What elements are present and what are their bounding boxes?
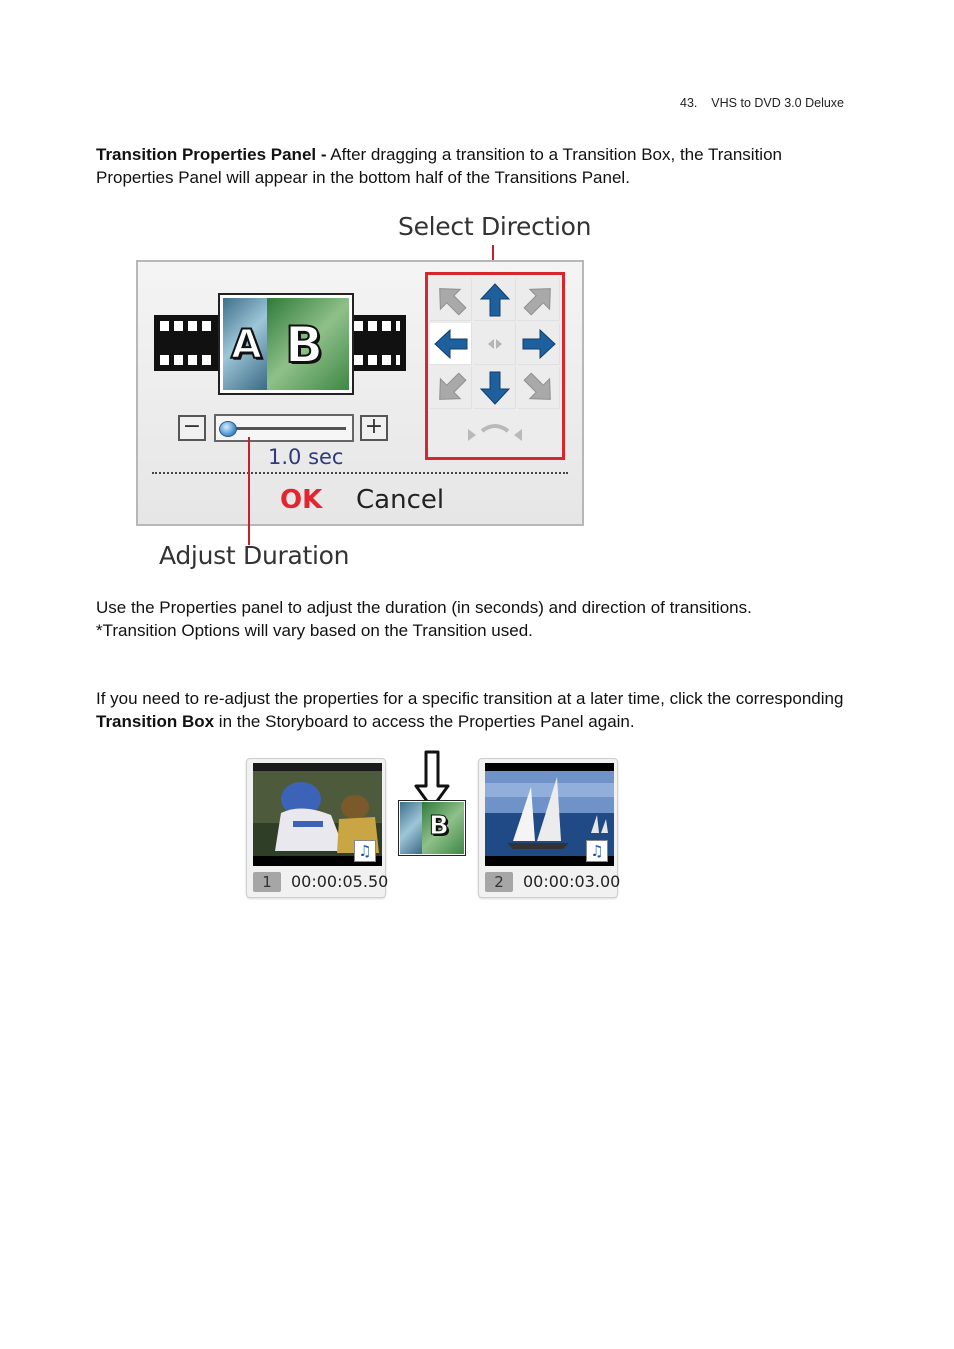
rotate-icon [464,415,526,451]
clip-2-thumbnail [485,763,614,866]
arrow-down-right-icon[interactable] [518,367,560,409]
decrease-duration-button[interactable]: − [178,415,206,441]
arrow-up-icon[interactable] [474,279,516,321]
properties-line-2: *Transition Options will vary based on the Transition used. [96,621,533,640]
transition-properties-figure [136,205,606,585]
intro-paragraph [96,143,856,189]
ok-button[interactable]: OK [280,485,323,515]
music-note-icon: ♫ [586,840,608,862]
storyboard-clip-2[interactable] [478,758,621,898]
document-title: VHS to DVD 3.0 Deluxe [711,96,844,110]
select-direction-callout: Select Direction [398,212,592,241]
arrow-right-icon[interactable] [518,323,560,365]
clip-1-duration: 00:00:05.50 [291,872,389,891]
transition-side-b [267,298,349,390]
intro-text: After dragging a transition to a Transition Box, the Transition Properties Panel will appear in the bottom half of the Transitions Panel. [96,145,782,187]
increase-duration-button[interactable]: + [360,415,388,441]
transition-side-a [223,298,267,390]
arrow-up-left-icon[interactable] [430,279,472,321]
adjust-duration-callout: Adjust Duration [159,541,350,570]
cancel-button[interactable]: Cancel [356,485,445,515]
arrow-down-left-icon[interactable] [430,367,472,409]
clip-2-number: 2 [485,872,513,892]
transition-letter-a: A [231,322,262,368]
film-strip-left [154,315,220,371]
clip-2-duration: 00:00:03.00 [523,872,621,891]
storyboard-transition-letter: B [429,811,449,841]
clip-1-number: 1 [253,872,281,892]
divider [152,472,568,474]
duration-leader-line [248,437,250,545]
transition-box-term: Transition Box [96,712,215,731]
properties-paragraph [96,596,856,642]
duration-value: 1.0 sec [268,445,344,469]
direction-selector [425,272,565,460]
duration-slider[interactable] [214,414,354,442]
center-icon[interactable] [474,323,516,365]
arrow-down-icon[interactable] [474,367,516,409]
storyboard-transition-box[interactable] [398,800,466,856]
page-header [680,96,844,110]
music-note-icon: ♫ [354,840,376,862]
transition-preview [218,293,354,395]
transition-properties-panel [136,260,584,526]
intro-term: Transition Properties Panel - [96,145,327,164]
storyboard-clip-1[interactable] [246,758,389,898]
arrow-up-right-icon[interactable] [518,279,560,321]
readjust-paragraph: If you need to re-adjust the properties for a specific transition at a later time, click the corresponding Transition Box in the Storyboard to access the Properties Panel again. [96,689,844,731]
clip-1-thumbnail [253,763,382,866]
properties-line-1: Use the Properties panel to adjust the duration (in seconds) and direction of transitions. [96,598,752,617]
transition-letter-b: B [285,316,324,374]
page-number: 43. [680,96,698,110]
arrow-left-icon[interactable] [430,323,472,365]
film-strip-right [348,315,406,371]
duration-slider-knob[interactable] [219,421,237,437]
storyboard-figure [244,748,624,900]
